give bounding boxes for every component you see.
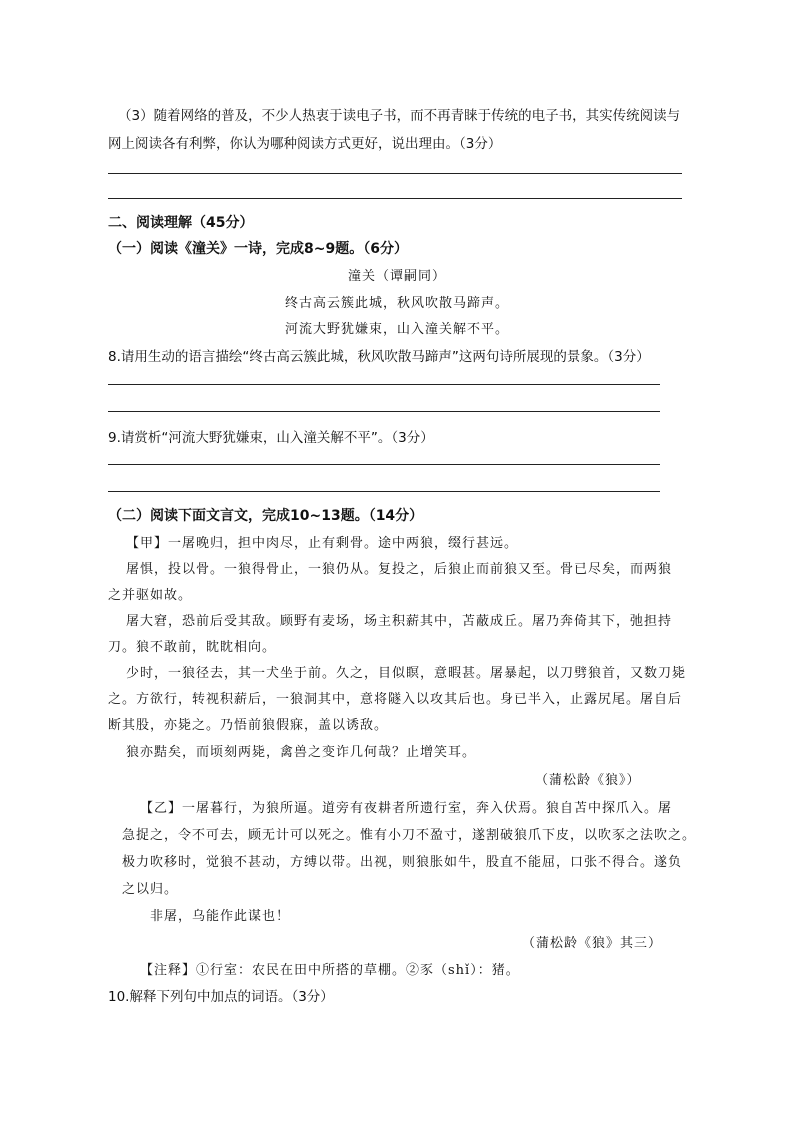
passage-a-p5: 狼亦黠矣，而顷刻两毙，禽兽之变诈几何哉？止增笑耳。 <box>126 745 477 760</box>
answer-line <box>108 491 660 492</box>
passage-a-p2-1: 屠惧，投以骨。一狼得骨止，一狼仍从。复投之，后狼止而前狼又至。骨已尽矣，而两狼 <box>126 562 673 577</box>
passage-b-p1-1: 【乙】一屠暮行，为狼所逼。道旁有夜耕者所遗行室，奔入伏焉。狼自苫中探爪入。屠 <box>140 801 673 816</box>
poem-title: 潼关（谭嗣同） <box>347 269 446 284</box>
answer-line <box>108 173 682 174</box>
q8: 8.请用生动的语言描绘“终古高云簇此城，秋风吹散马蹄声”这两句诗所展现的景象。（3分） <box>108 349 650 365</box>
answer-line <box>108 198 682 199</box>
answer-line <box>108 464 660 465</box>
q10: 10.解释下列句中加点的词语。（3分） <box>108 989 334 1005</box>
annotation-note: 【注释】①行室：农民在田中所搭的草棚。②豕（shǐ）：猪。 <box>140 963 520 978</box>
passage-b-p2: 非屠，乌能作此谋也！ <box>150 909 291 924</box>
poem-line-1: 终古高云簇此城，秋风吹散马蹄声。 <box>284 296 509 311</box>
part1-heading: （一）阅读《潼关》一诗，完成8~9题。（6分） <box>108 241 408 257</box>
passage-b-source: （蒲松龄《狼》其三） <box>522 936 663 951</box>
passage-a-p3-2: 刀。狼不敢前，眈眈相向。 <box>108 640 277 655</box>
q3-line2: 网上阅读各有利弊，你认为哪种阅读方式更好，说出理由。（3分） <box>108 136 502 152</box>
part2-heading: （二）阅读下面文言文，完成10~13题。（14分） <box>108 508 424 524</box>
section-heading: 二、阅读理解（45分） <box>108 215 254 231</box>
passage-a-p4-2: 之。方欲行，转视积薪后，一狼洞其中，意将隧入以攻其后也。身已半入，止露尻尾。屠自后 <box>108 692 683 707</box>
poem-line-2: 河流大野犹嫌束，山入潼关解不平。 <box>284 322 509 337</box>
answer-line <box>108 384 660 385</box>
passage-a-p4-1: 少时，一狼径去，其一犬坐于前。久之，目似瞑，意暇甚。屠暴起，以刀劈狼首，又数刀毙 <box>126 666 687 681</box>
answer-line <box>108 411 660 412</box>
passage-b-p1-2: 急捉之，令不可去，顾无计可以死之。惟有小刀不盈寸，遂割破狼爪下皮，以吹豕之法吹之。 <box>122 828 697 843</box>
passage-b-p1-3: 极力吹移时，觉狼不甚动，方缚以带。出视，则狼胀如牛，股直不能屈，口张不得合。遂负 <box>122 855 683 870</box>
passage-a-p1: 【甲】一屠晚归，担中肉尽，止有剩骨。途中两狼，缀行甚远。 <box>126 536 519 551</box>
passage-a-p4-3: 断其股，亦毙之。乃悟前狼假寐，盖以诱敌。 <box>108 718 389 733</box>
passage-a-source: （蒲松龄《狼》） <box>535 773 641 788</box>
q3-line1: （3）随着网络的普及，不少人热衷于读电子书，而不再青睐于传统的电子书，其实传统阅读与 <box>118 108 681 124</box>
q9: 9.请赏析“河流大野犹嫌束，山入潼关解不平”。（3分） <box>108 430 434 446</box>
passage-a-p2-2: 之并驱如故。 <box>108 588 193 603</box>
passage-a-p3-1: 屠大窘，恐前后受其敌。顾野有麦场，场主积薪其中，苫蔽成丘。屠乃奔倚其下，弛担持 <box>126 614 673 629</box>
passage-b-p1-4: 之以归。 <box>122 882 179 897</box>
